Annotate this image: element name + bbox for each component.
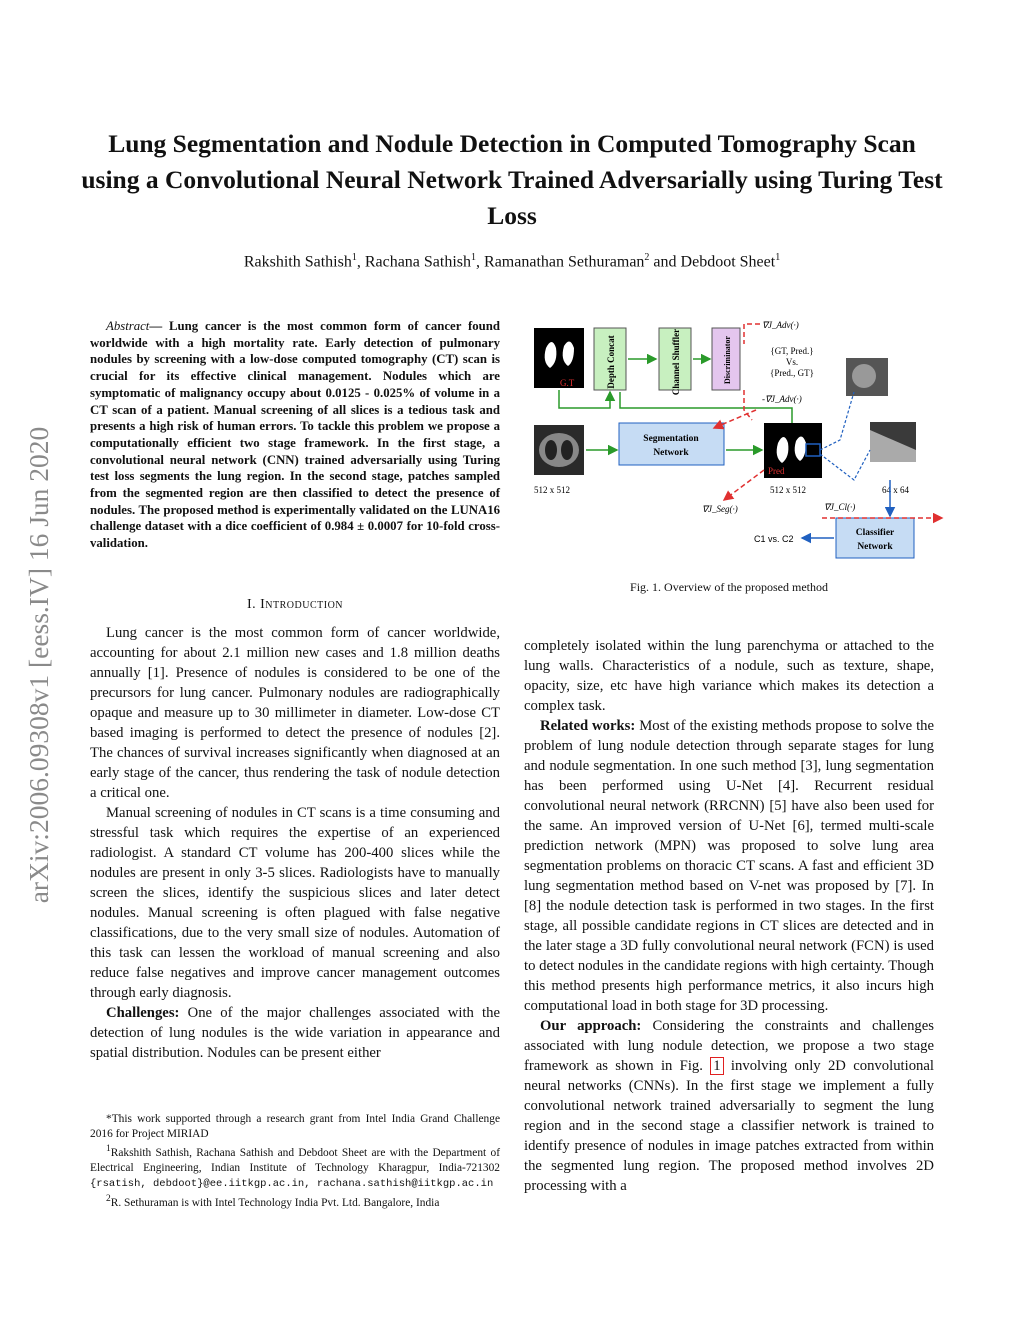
channel-shuffler-label: Channel Shuffler	[671, 328, 681, 396]
section-heading: I. Introduction	[246, 597, 344, 612]
author: Debdoot Sheet	[680, 253, 776, 271]
classifier-label-1: Classifier	[855, 528, 895, 538]
paragraph: Manual screening of nodules in CT scans is a time consuming and stressful task which requires the expertise of an experienced radiologist. A standard CT volume has 200-400 slices while the nodules are present in only 3-5 slices. Radiologists have to manually screen the slices, identify the suspicious slices and later detect nodules. Manual screening is often plagued with false negative classifications, due to the very small size of nodules. Automation of this task can lessen the workload of manual screening and also reduce false negatives and improve cancer management outcomes through early diagnosis.	[90, 805, 500, 1001]
author: Ramanathan Sethuraman	[484, 253, 645, 271]
output-size-label: 512 x 512	[770, 485, 806, 495]
figure-caption: Fig. 1. Overview of the proposed method	[630, 580, 828, 594]
segmentation-network-label-2: Network	[653, 448, 689, 458]
paragraph: Lung cancer is the most common form of cancer worldwide, accounting for about 2.1 million new cases and 1.8 million deaths annually [1]. Presence of nodules is considered to be one of the precursors for lung cancer. Pulmonary nodules are radiographically opaque and measure up to 30 millimeter in diameter. Low-dose CT based imaging is performed to detect the presence of nodules [2]. The chances of survival increases significantly when diagnosed at an early stage of the cancer, thus rendering the task of nodule detection a critical one.	[90, 625, 500, 801]
arxiv-stamp	[18, 355, 60, 975]
author: Rakshith Sathish	[243, 253, 352, 271]
discriminator-label: Discriminator	[723, 336, 732, 384]
footnote-affiliation-1: $^1$Rakshith Sathish, Rachana Sathish and Debdoot Sheet are with the Department of Electrical Engineering, Indian Institute of Technology Kharagpur, India-721302 {rsatish, debdoot}@ee.iitkgp.ac.in, rachana.sathish@iitkgp.ac.in	[90, 1144, 500, 1190]
segmentation-network-label-1: Segmentation	[643, 434, 699, 444]
gt-label: G.T	[560, 378, 575, 388]
paragraph: Our approach: Considering the constraints and challenges associated with lung nodule detection, we propose a two stage framework as shown in Fig. 1 involving only 2D convolutional neural networks (CNNs). In the first stage we implement a fully convolutional network trained adversarially to segment the lung region and in the second stage a classifier network is trained to identify presence of nodules in image patches extracted from within the segmented lung region. The proposed method involves 2D processing with a	[524, 1018, 934, 1194]
abstract	[90, 318, 500, 552]
paper-title: Lung Segmentation and Nodule Detection in Computed Tomography Scan using a Convolutional Neural Network Trained Adversarially using Turing Test Loss	[81, 129, 943, 230]
neg-grad-adv-label: -∇J_Adv(·)	[762, 394, 802, 404]
depth-concat-label: Depth Concat	[606, 335, 616, 389]
pairs-label-2: Vs.	[785, 357, 799, 367]
arxiv-id: arXiv:2006.09308v1 [eess.IV] 16 Jun 2020	[23, 426, 54, 904]
patch-size-label: 64 x 64	[882, 485, 909, 495]
gt-mask-image	[534, 328, 584, 388]
grad-seg-label: ∇J_Seg(·)	[702, 504, 738, 514]
pred-label: Pred	[768, 466, 785, 476]
footnotes	[90, 1112, 500, 1211]
abstract-text: — Lung cancer is the most common form of cancer found worldwide with a high mortality rate. Early detection of pulmonary nodules by screening with a low-dose computed tomography (CT) scan is crucial for its effective clinical management. Nodules which are symptomatic of malignancy occupy about 0.0125 - 0.025% of volume in a CT scan of a patient. Manual screening of all slices is a tedious task and presents a high risk of human errors. To tackle this problem we propose a computationally efficient two stage framework. In the first stage, a convolutional neural network (CNN) trained adversarially using Turing test loss segments the lung region. In the second stage, patches sampled from the segmented region are then classified to detect the presence of nodules. The proposed method is experimentally validated on the LUNA16 challenge dataset with a dice coefficient of 0.984 ± 0.0007 for 10-fold cross-validation.	[90, 319, 500, 551]
input-size-label: 512 x 512	[534, 485, 570, 495]
classifier-network-box	[836, 518, 914, 558]
segmentation-network-box	[619, 423, 724, 465]
right-column-body	[524, 636, 934, 1196]
paragraph: Challenges: One of the major challenges associated with the detection of lung nodules is the wide variation in appearance and spatial distribution. Nodules can be present either	[90, 1005, 500, 1061]
footnote-funding: *This work supported through a research grant from Intel India Grand Challenge 2016 for Project MIRIAD	[90, 1113, 500, 1140]
figure-reference-link[interactable]: 1	[710, 1057, 723, 1075]
pairs-label-3: {Pred., GT}	[770, 368, 814, 378]
grad-adv-label: ∇J_Adv(·)	[762, 320, 799, 330]
email-address: {rsatish, debdoot}@ee.iitkgp.ac.in, rachana.sathish@iitkgp.ac.in	[90, 1177, 494, 1190]
abstract-label: Abstract	[106, 319, 150, 333]
footnote-affiliation-2: $^2$R. Sethuraman is with Intel Technology India Pvt. Ltd. Bangalore, India	[106, 1193, 440, 1209]
paragraph: Related works: Most of the existing methods propose to solve the problem of lung nodule detection through separate stages for lung and nodule segmentation. In one such method [3], lung segmentation has been performed using U-Net [4]. Recurrent residual convolutional neural network (RRCNN) [5] have also been used for the same. An improved version of U-Net [6], termed multi-scale prediction network (MPN) was proposed to solve lung area segmentation problems on thoracic CT scans. A fast and efficient 3D lung segmentation method based on V-net was proposed by [7]. In [8] the nodule detection task is performed in two stages. In the first stage, all possible candidate regions in CT slices are detected and in the later stage a 3D fully convolutional neural network (FCN) is used to detect nodules in the candidate regions with high certainty. Though this method presents high performance metrics, it also incurs high computational load in both stage for 3D processing.	[524, 718, 935, 1014]
left-column-body	[90, 623, 500, 1063]
c1-vs-c2-label: C1 vs. C2	[754, 534, 794, 544]
author-list: Rakshith Sathish$^1$, Rachana Sathish$^1$, Ramanathan Sethuraman$^2$ and Debdoot Sheet$^1$	[243, 252, 781, 271]
classifier-label-2: Network	[857, 542, 893, 552]
author: Rachana Sathish	[364, 253, 472, 271]
paragraph: completely isolated within the lung parenchyma or attached to the lung walls. Characteristics of a nodule, such as texture, shape, opacity, size, etc have high variance which makes its detection a complex task.	[524, 638, 934, 714]
figure-overview	[524, 310, 944, 570]
grad-cl-label: ∇J_Cl(·)	[824, 502, 856, 512]
pairs-label-1: {GT, Pred.}	[770, 346, 814, 356]
